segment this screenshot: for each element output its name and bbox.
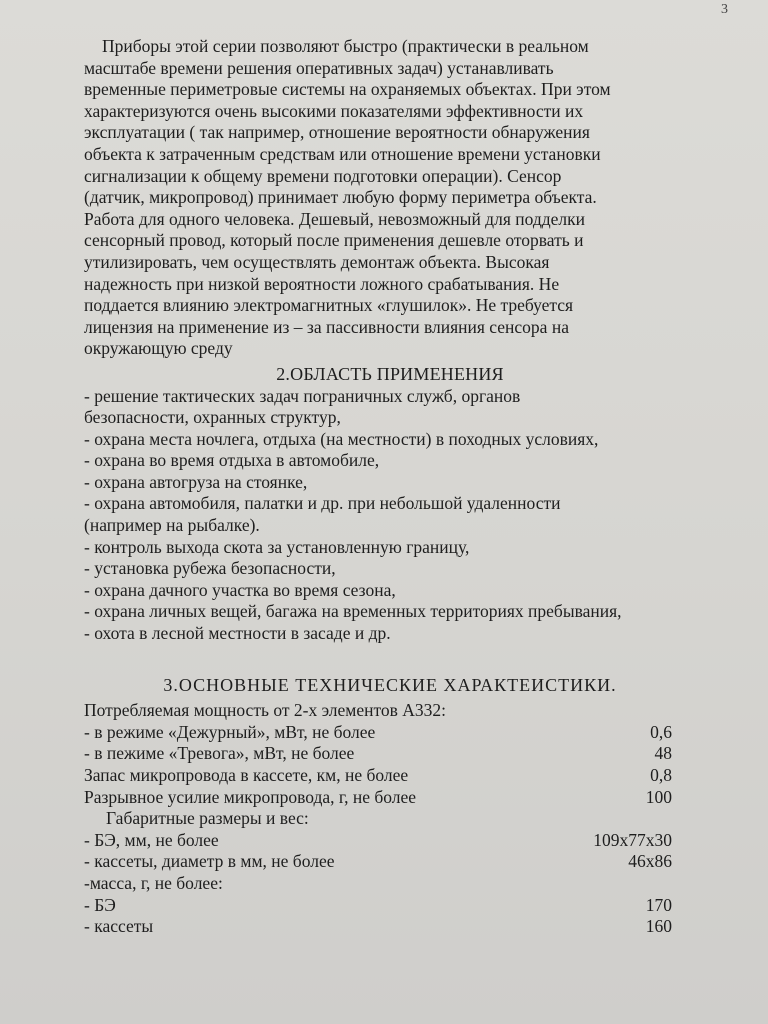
- list-item: - охрана автомобиля, палатки и др. при небольшой удаленности: [84, 493, 561, 514]
- spec-value: 0,6: [650, 721, 672, 742]
- list-item: - охрана места ночлега, отдыха (на местности) в походных условиях,: [84, 428, 599, 449]
- dimensions-heading: Габаритные размеры и вес:: [106, 808, 309, 829]
- intro-line: надежность при низкой вероятности ложного срабатывания. Не: [84, 273, 560, 294]
- spec-label: - в режиме «Дежурный», мВт, не более: [84, 721, 376, 742]
- spec-label: - кассеты: [84, 916, 154, 937]
- page-number: 3: [721, 2, 728, 17]
- spec-row: [84, 830, 684, 852]
- list-item: - охрана личных вещей, багажа на временных территориях пребывания,: [84, 601, 622, 622]
- list-item: (например на рыбалке).: [84, 515, 260, 536]
- spec-label: - кассеты, диаметр в мм, не более: [84, 851, 335, 872]
- intro-line: временные периметровые системы на охраняемых объектах. При этом: [84, 79, 611, 100]
- list-item: - контроль выхода скота за установленную границу,: [84, 536, 470, 557]
- spec-value: 0,8: [650, 765, 672, 785]
- spec-value: 100: [645, 786, 672, 807]
- intro-line: лицензия на применение из – за пассивности влияния сенсора на: [84, 316, 569, 337]
- intro-paragraph: [84, 36, 696, 360]
- list-item: - охрана дачного участка во время сезона,: [84, 579, 396, 600]
- spec-label: - БЭ, мм, не более: [84, 829, 219, 850]
- spec-row: [84, 722, 684, 744]
- spec-value: 46x86: [628, 851, 672, 872]
- spec-label: Разрывное усилие микропровода, г, не более: [84, 786, 417, 807]
- intro-line: утилизировать, чем осуществлять демонтаж объекта. Высокая: [84, 251, 550, 272]
- mass-heading: -масса, г, не более:: [84, 872, 223, 893]
- intro-line: окружающую среду: [84, 338, 233, 359]
- spec-value: 48: [654, 743, 672, 764]
- spec-row: [84, 787, 684, 809]
- list-item: - охрана во время отдыха в автомобиле,: [84, 450, 380, 471]
- power-heading: Потребляемая мощность от 2-х элементов А332:: [84, 700, 447, 721]
- list-item: - установка рубежа безопасности,: [84, 558, 336, 579]
- list-item: безопасности, охранных структур,: [84, 407, 341, 428]
- spec-row: [84, 916, 684, 938]
- spec-value: 160: [645, 916, 672, 937]
- spec-label: Запас микропровода в кассете, км, не более: [84, 765, 409, 785]
- section-3-title: 3.ОСНОВНЫЕ ТЕХНИЧЕСКИЕ ХАРАКТЕИСТИКИ.: [163, 674, 617, 695]
- intro-line: (датчик, микропровод) принимает любую форму периметра объекта.: [84, 187, 597, 208]
- intro-line: Приборы этой серии позволяют быстро (практически в реальном: [102, 36, 589, 56]
- spec-label: - БЭ: [84, 894, 116, 915]
- intro-line: характеризуются очень высокими показателями эффективности их: [84, 100, 584, 121]
- application-list: [84, 386, 696, 645]
- intro-line: Работа для одного человека. Дешевый, невозможный для подделки: [84, 208, 586, 229]
- intro-line: поддается влиянию электромагнитных «глушилок». Не требуется: [84, 295, 574, 316]
- list-item: - охота в лесной местности в засаде и др.: [84, 623, 391, 644]
- spec-value: 109x77x30: [593, 829, 672, 850]
- section-2-title: 2.ОБЛАСТЬ ПРИМЕНЕНИЯ: [276, 363, 504, 384]
- spacer: [84, 645, 696, 667]
- spec-value: 170: [645, 894, 672, 915]
- spec-row: [84, 895, 684, 917]
- list-item: - охрана автогруза на стоянке,: [84, 471, 308, 492]
- intro-line: эксплуатации ( так например, отношение вероятности обнаружения: [84, 122, 590, 143]
- document-content: [84, 36, 696, 938]
- spec-row: [84, 765, 684, 787]
- spec-row: [84, 743, 684, 765]
- spec-row: [84, 851, 684, 873]
- intro-line: сенсорный провод, который после применения дешевле оторвать и: [84, 230, 584, 251]
- intro-line: сигнализации к общему времени подготовки операции). Сенсор: [84, 165, 562, 186]
- list-item: - решение тактических задач пограничных служб, органов: [84, 385, 521, 406]
- intro-line: объекта к затраченным средствам или отношение времени установки: [84, 143, 601, 164]
- spec-label: - в пежиме «Тревога», мВт, не более: [84, 743, 355, 764]
- intro-line: масштабе времени решения оперативных задач) устанавливать: [84, 57, 554, 78]
